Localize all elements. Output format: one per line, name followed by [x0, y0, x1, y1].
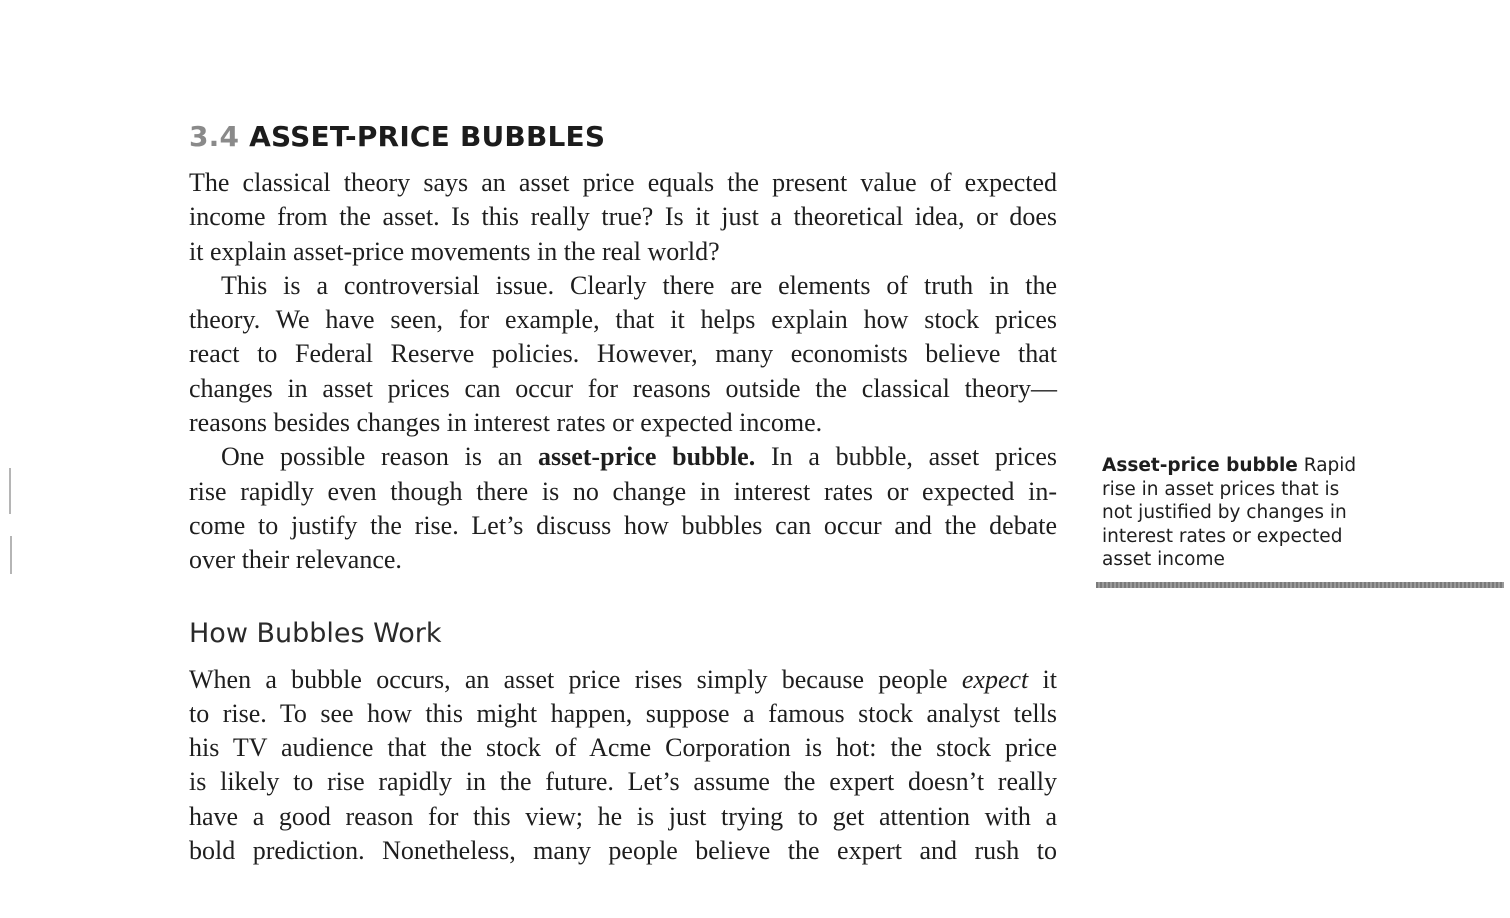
main-column — [189, 118, 1057, 868]
paragraph-text: When a bubble occurs, an asset price rises simply because people — [189, 664, 962, 694]
margin-definition — [1102, 454, 1372, 572]
paragraph-4 — [189, 663, 1057, 869]
paragraph-line: income from the asset. Is this really true? Is it just a theoretical idea, or does — [189, 202, 1057, 232]
paragraph-line — [189, 663, 1057, 697]
definition-line: not justified by changes in — [1102, 502, 1347, 524]
definition-line: asset income — [1102, 549, 1225, 571]
paragraph-line: is likely to rise rapidly in the future. Let’s assume the expert doesn’t really — [189, 767, 1057, 797]
definition-line: interest rates or expected — [1102, 525, 1343, 547]
paragraph-line: The classical theory says an asset price equals the present value of expected — [189, 168, 1057, 197]
scan-artifact — [10, 536, 12, 574]
margin-divider — [1096, 582, 1504, 588]
emphasis-text: expect — [961, 664, 1029, 694]
paragraph-line: This is a controversial issue. Clearly there are elements of truth in the — [221, 270, 1057, 300]
paragraph-line: come to justify the rise. Let’s discuss how bubbles can occur and the debate — [189, 510, 1057, 540]
paragraph-2 — [189, 269, 1057, 440]
paragraph-line: his TV audience that the stock of Acme Corporation is hot: the stock price — [189, 733, 1057, 763]
paragraph-line: rise rapidly even though there is no change in interest rates or expected in- — [189, 476, 1057, 506]
section-heading — [189, 118, 1057, 156]
definition-term: Asset-price bubble — [1102, 455, 1298, 476]
key-term: asset-price bubble. — [537, 442, 756, 472]
paragraph-line: to rise. To see how this might happen, suppose a famous stock analyst tells — [189, 698, 1057, 728]
paragraph-3 — [189, 440, 1057, 577]
paragraph-text: In a bubble, asset prices — [755, 442, 1058, 472]
paragraph-line — [189, 440, 1057, 474]
paragraph-line: reasons besides changes in interest rates or expected income. — [189, 408, 823, 438]
definition-text: Rapid — [1297, 455, 1357, 476]
paragraph-line: have a good reason for this view; he is just trying to get attention with a — [189, 801, 1057, 831]
paragraph-1 — [189, 166, 1057, 269]
subsection-heading: How Bubbles Work — [189, 617, 442, 649]
scan-artifact — [9, 468, 11, 514]
paragraph-line: over their relevance. — [189, 545, 402, 575]
definition-line — [1102, 454, 1372, 478]
section-title: ASSET-PRICE BUBBLES — [249, 120, 606, 153]
paragraph-text: One possible reason is an — [221, 442, 538, 472]
paragraph-line: theory. We have seen, for example, that it helps explain how stock prices — [189, 305, 1057, 335]
paragraph-line: react to Federal Reserve policies. However, many economists believe that — [189, 339, 1057, 369]
paragraph-line: it explain asset-price movements in the real world? — [189, 236, 720, 266]
definition-line: rise in asset prices that is — [1102, 478, 1340, 500]
paragraph-line: bold prediction. Nonetheless, many people believe the expert and rush to — [189, 836, 1057, 866]
paragraph-line: changes in asset prices can occur for reasons outside the classical theory— — [189, 373, 1057, 403]
section-number: 3.4 — [189, 120, 240, 153]
paragraph-text: it — [1028, 664, 1058, 694]
